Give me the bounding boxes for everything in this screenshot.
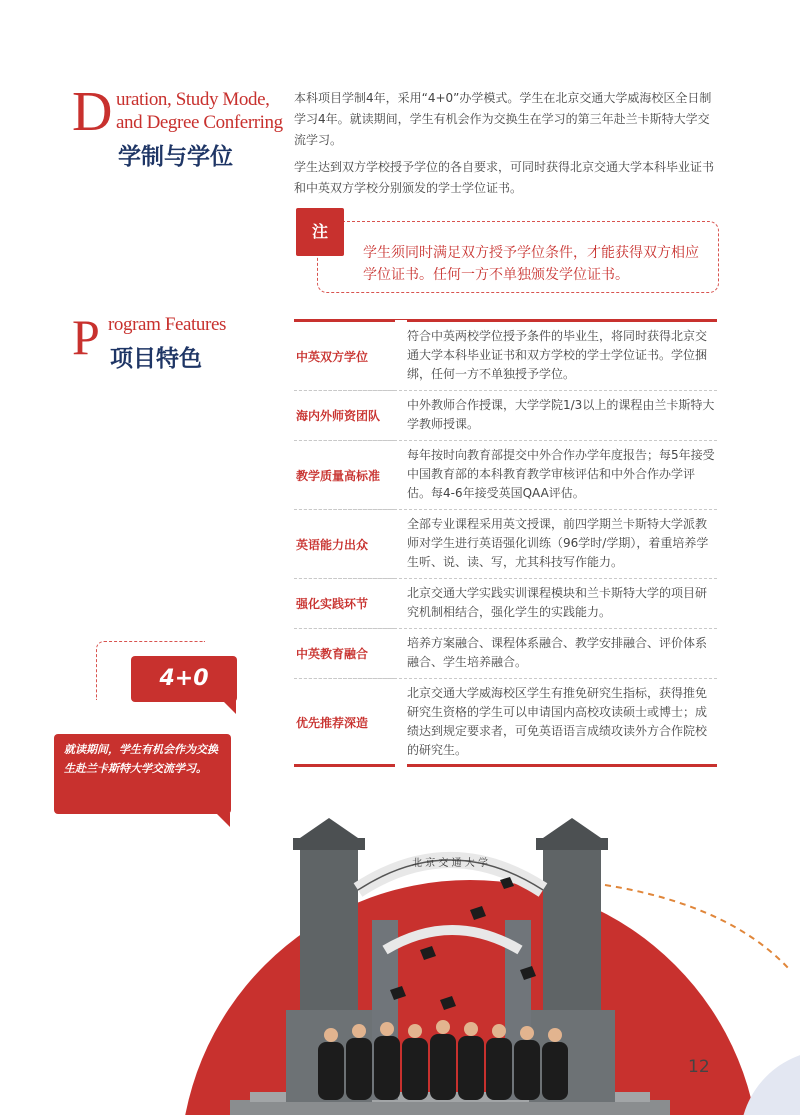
chinese-title: 学制与学位: [118, 144, 233, 170]
feature-description: 培养方案融合、课程体系融合、教学安排融合、评价体系融合、学生培养融合。: [407, 636, 708, 669]
feature-label: 海内外师资团队: [294, 390, 395, 440]
english-title-line1: uration, Study Mode,: [116, 89, 270, 110]
table-row: [294, 390, 717, 440]
table-row: [294, 509, 717, 578]
note-tag: 注: [296, 208, 344, 256]
feature-label: 中英双方学位: [294, 319, 395, 390]
gate-inscription: 北 京 交 通 大 学: [412, 858, 488, 869]
table-row: [294, 440, 717, 509]
feature-description: 北京交通大学实践实训课程模块和兰卡斯特大学的项目研究机制相结合，强化学生的实践能力。: [407, 586, 708, 619]
feature-description: 全部专业课程采用英文授课，前四学期兰卡斯特大学派教师对学生进行英语强化训练（96学时/学期），着重培养学生听、说、读、写，尤其科技写作能力。: [407, 517, 709, 569]
feature-label: 英语能力出众: [294, 509, 395, 578]
features-table: [294, 320, 717, 766]
page-number: 12: [688, 1057, 710, 1077]
feature-label: 中英教育融合: [294, 628, 395, 678]
degree-paragraph: 学生达到双方学校授予学位的各自要求，可同时获得北京交通大学本科毕业证书和中英双方学校分别颁发的学士学位证书。: [294, 160, 715, 195]
table-rule-gap: [395, 764, 407, 767]
english-title-line2: and Degree Conferring: [116, 112, 283, 133]
feature-label: 强化实践环节: [294, 578, 395, 628]
feature-label: 优先推荐深造: [294, 678, 395, 766]
drop-cap-letter: P: [72, 309, 100, 365]
exchange-quote: 就读期间，学生有机会作为交换生赴兰卡斯特大学交流学习。: [54, 734, 231, 814]
chinese-title: 项目特色: [110, 346, 202, 372]
feature-description: 中外教师合作授课，大学学院1/3以上的课程由兰卡斯特大学教师授课。: [407, 398, 715, 431]
program-mode-badge: 4+0: [131, 656, 237, 702]
feature-description: 每年按时向教育部提交中外合作办学年度报告；每5年接受中国教育部的本科教育教学审核评估和中外合作办学评估。每4-6年接受英国QAA评估。: [407, 448, 715, 500]
feature-description: 符合中英两校学位授予条件的毕业生，将同时获得北京交通大学本科毕业证书和双方学校的学士学位证书。学位捆绑，任何一方不单独授予学位。: [395, 319, 717, 390]
english-title: rogram Features: [108, 314, 226, 335]
badge-tail: [222, 700, 236, 714]
section-duration-title: [72, 81, 283, 174]
campus-gate-photo: [0, 810, 800, 1115]
duration-paragraph: 本科项目学制4年，采用“4+0”办学模式。学生在北京交通大学威海校区全日制学习4年。就读期间，学生有机会作为交换生在学习的第三年赴兰卡斯特大学交流学习。: [294, 91, 712, 147]
feature-label: 教学质量高标准: [294, 440, 395, 509]
drop-cap-letter: D: [72, 81, 113, 143]
table-row: [294, 678, 717, 766]
table-bottom-rule: [294, 764, 717, 767]
table-row: [294, 320, 717, 390]
note-text: 学生须同时满足双方授予学位条件，才能获得双方相应学位证书。任何一方不单独颁发学位证书。: [363, 245, 699, 283]
table-row: [294, 628, 717, 678]
table-row: [294, 578, 717, 628]
feature-description: 北京交通大学威海校区学生有推免研究生指标，获得推免研究生资格的学生可以申请国内高校攻读硕士或博士；成绩达到规定要求者，可免英语语言成绩攻读外方合作院校的研究生。: [407, 686, 708, 757]
section-features-title: [72, 309, 272, 372]
table-rule-gap: [395, 320, 407, 323]
